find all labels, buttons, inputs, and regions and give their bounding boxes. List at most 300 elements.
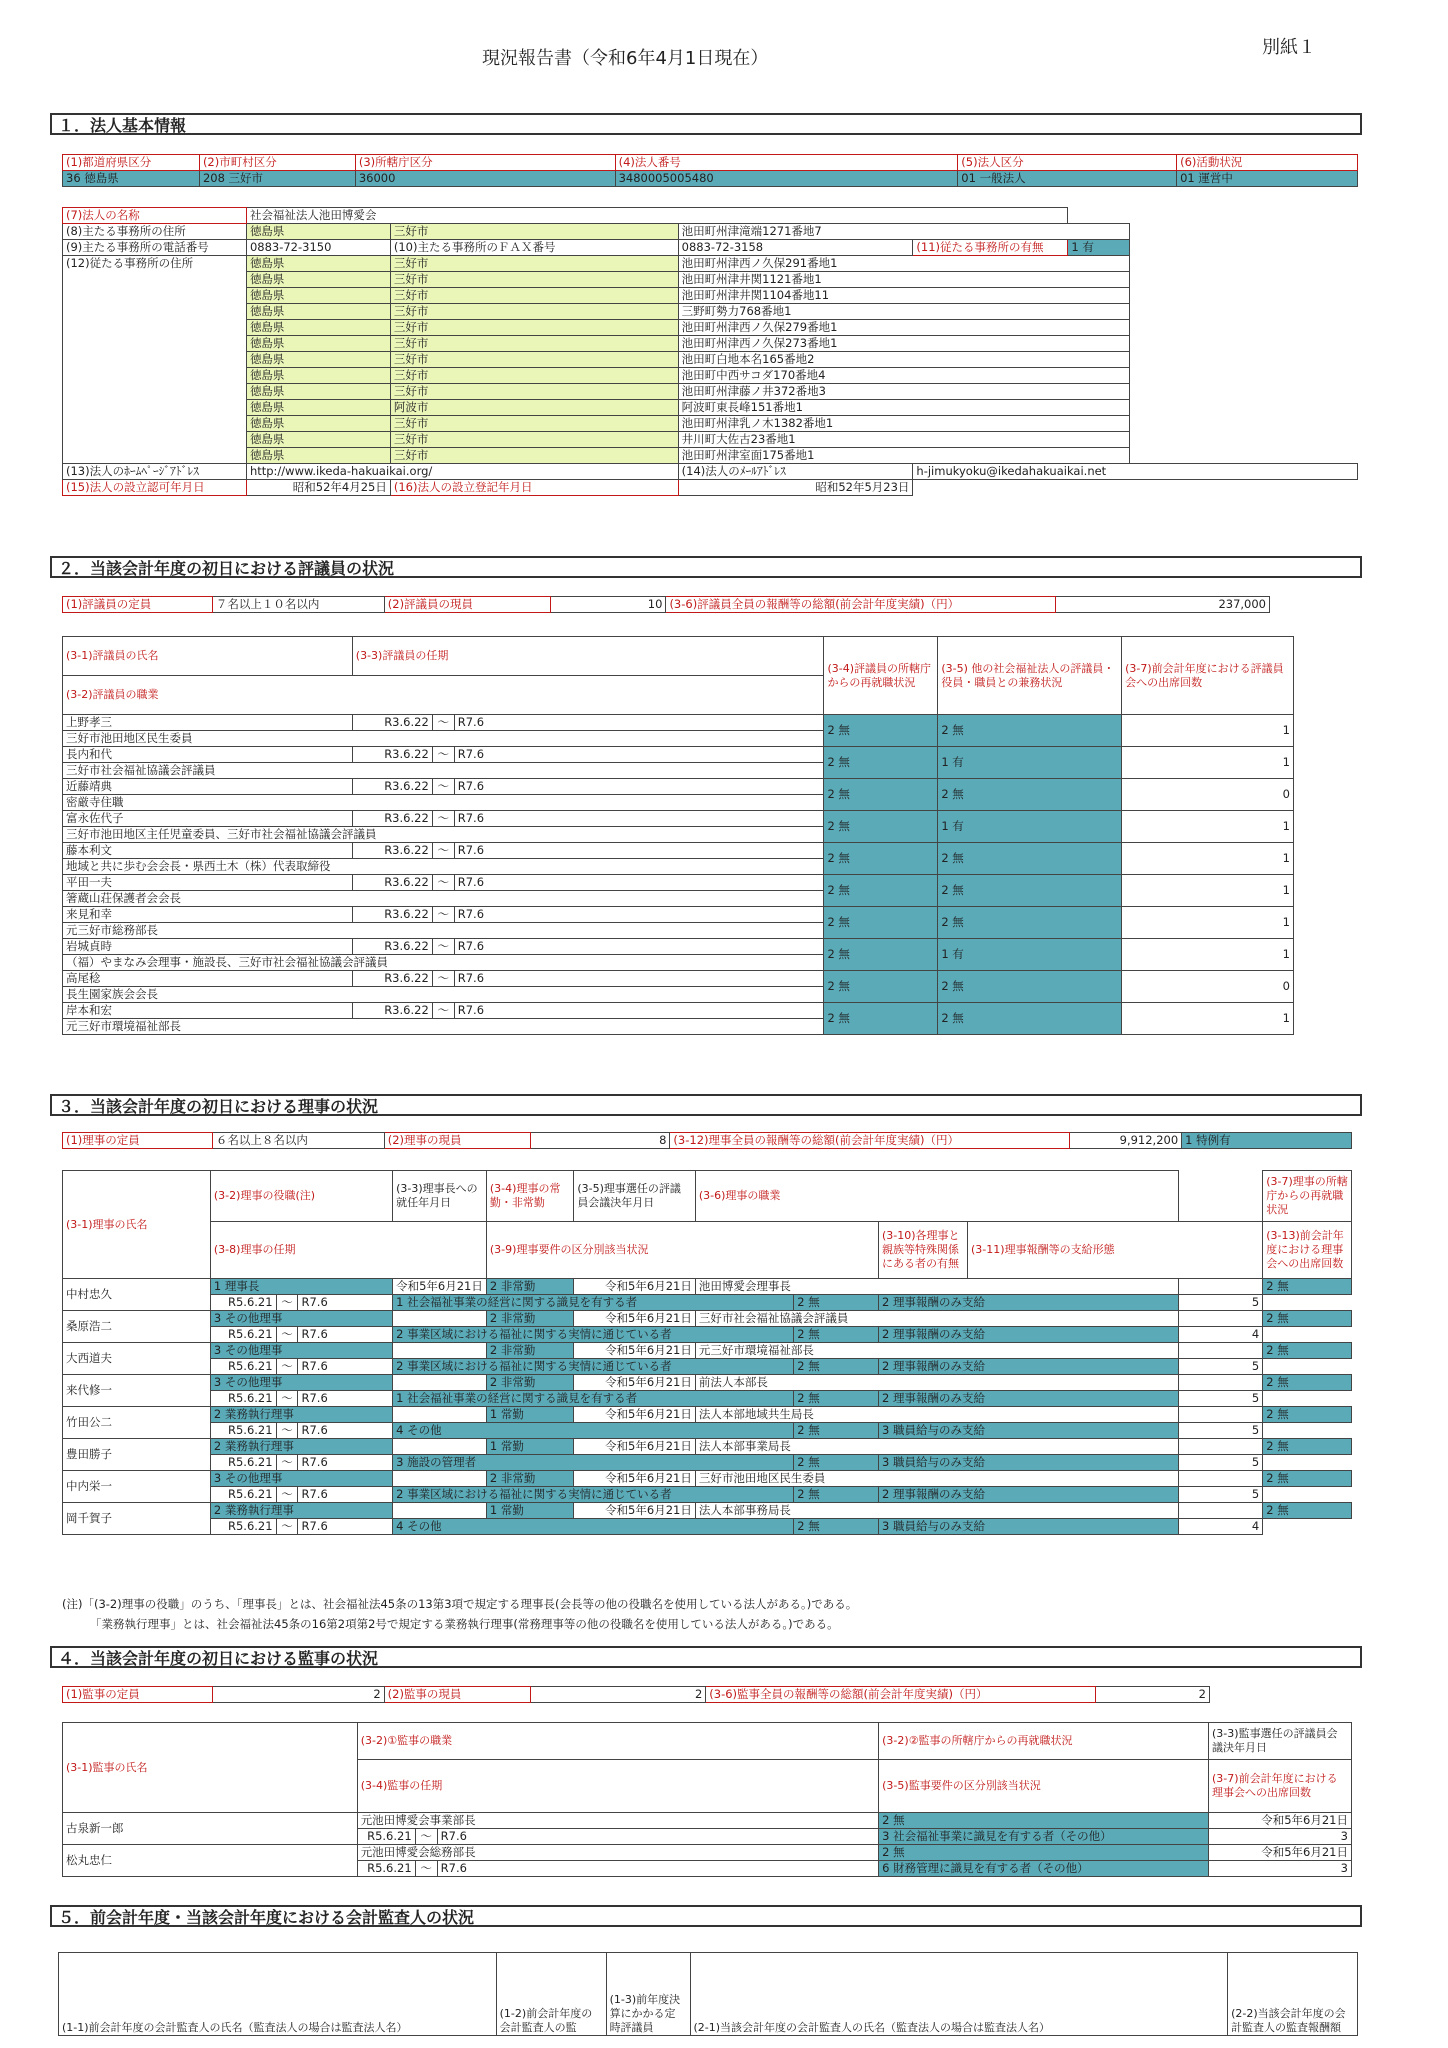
sub-address-row xyxy=(63,448,1358,464)
director-payform: 3 職員給与のみ支給 xyxy=(879,1455,1179,1471)
councilor-attendance: 1 xyxy=(1122,1003,1294,1035)
director-chair-date xyxy=(393,1407,487,1423)
sub-address-pref: 徳島県 xyxy=(246,416,390,432)
director-name: 豊田勝子 xyxy=(63,1439,211,1471)
director-attendance: 5 xyxy=(1178,1391,1262,1407)
sub-address-label: (12)従たる事務所の住所 xyxy=(63,256,247,464)
director-job: 池田博愛会理事長 xyxy=(695,1279,1178,1295)
sub-address-row xyxy=(63,336,1358,352)
councilor-term-to: R7.6 xyxy=(454,811,824,827)
director-relation: 2 無 xyxy=(794,1519,879,1535)
reg-date-value: 昭和52年5月23日 xyxy=(678,480,913,496)
aa-prev-fee-header: (1-2)前会計年度の会計監査人の監 xyxy=(496,1953,606,2036)
director-table xyxy=(62,1170,1352,1535)
fax-value: 0883-72-3158 xyxy=(678,240,913,256)
councilor-attendance: 1 xyxy=(1122,715,1294,747)
auditor-reemp-header: (3-2)②監事の所轄庁からの再就職状況 xyxy=(879,1723,1209,1760)
director-detail-row xyxy=(63,1519,1352,1535)
councilor-reemp: 2 無 xyxy=(824,811,938,843)
councilor-job: 元三好市総務部長 xyxy=(63,923,824,939)
director-term-to: R7.6 xyxy=(298,1295,393,1311)
homepage-label: (13)法人のﾎｰﾑﾍﾟｰｼﾞｱﾄﾞﾚｽ xyxy=(63,464,247,480)
director-detail-row xyxy=(63,1295,1352,1311)
director-elect-date: 令和5年6月21日 xyxy=(574,1343,696,1359)
sub-address-rest: 池田町白地本名165番地2 xyxy=(678,352,1130,368)
basic-code-value: 01 運営中 xyxy=(1177,171,1358,187)
section-4-title: ４．当該会計年度の初日における監事の状況 xyxy=(50,1646,1362,1668)
director-attendance: 5 xyxy=(1178,1359,1262,1375)
director-fulltime: 2 非常勤 xyxy=(486,1343,573,1359)
councilor-reemp-header: (3-4)評議員の所轄庁からの再就職状況 xyxy=(824,637,938,715)
sub-address-city: 三好市 xyxy=(390,384,678,400)
director-detail-row xyxy=(63,1391,1352,1407)
auditor-attendance-header: (3-7)前会計年度における理事会への出席回数 xyxy=(1209,1760,1352,1813)
director-reemp: 2 無 xyxy=(1263,1503,1352,1519)
auditor-elect-date: 令和5年6月21日 xyxy=(1209,1845,1352,1861)
auditor-term-sep: ～ xyxy=(415,1861,437,1877)
sub-address-city: 三好市 xyxy=(390,416,678,432)
councilor-row xyxy=(63,1003,1294,1019)
director-chair-date xyxy=(393,1311,487,1327)
councilor-row xyxy=(63,715,1294,731)
auditor-pay-value: 2 xyxy=(1096,1687,1210,1703)
director-pay-label: (3-12)理事全員の報酬等の総額(前会計年度実績)（円） xyxy=(670,1133,1070,1149)
auditor-name: 古泉新一郎 xyxy=(63,1813,358,1845)
director-role: 3 その他理事 xyxy=(210,1311,392,1327)
councilor-term-to: R7.6 xyxy=(454,907,824,923)
auditor-requirement: 3 社会福祉事業に識見を有する者（その他） xyxy=(879,1829,1209,1845)
director-term-header: (3-8)理事の任期 xyxy=(210,1222,486,1279)
auditor-reemp: 2 無 xyxy=(879,1813,1209,1829)
councilor-job-header: (3-2)評議員の職業 xyxy=(63,676,824,715)
tel-label: (9)主たる事務所の電話番号 xyxy=(63,240,247,256)
councilor-name: 高尾稔 xyxy=(63,971,353,987)
councilor-pay-label: (3-6)評議員全員の報酬等の総額(前会計年度実績)（円） xyxy=(666,597,1056,613)
basic-code-label: (4)法人番号 xyxy=(615,155,958,171)
director-fulltime: 1 常勤 xyxy=(486,1407,573,1423)
councilor-other: 1 有 xyxy=(938,811,1122,843)
director-term-from: R5.6.21 xyxy=(210,1423,276,1439)
sub-address-city: 三好市 xyxy=(390,448,678,464)
director-now-label: (2)理事の現員 xyxy=(384,1133,530,1149)
basic-code-label: (6)活動状況 xyxy=(1177,155,1358,171)
sub-address-city: 三好市 xyxy=(390,432,678,448)
auditor-elect-date: 令和5年6月21日 xyxy=(1209,1813,1352,1829)
councilor-term-to: R7.6 xyxy=(454,747,824,763)
spacer xyxy=(1178,1407,1262,1423)
councilor-other: 2 無 xyxy=(938,907,1122,939)
councilor-other: 2 無 xyxy=(938,875,1122,907)
councilor-attendance: 1 xyxy=(1122,843,1294,875)
auditor-pay-label: (3-6)監事全員の報酬等の総額(前会計年度実績)（円） xyxy=(706,1687,1096,1703)
sub-address-row xyxy=(63,352,1358,368)
auditor-term-to: R7.6 xyxy=(437,1861,878,1877)
auditor-table xyxy=(62,1722,1352,1877)
director-attendance: 4 xyxy=(1178,1327,1262,1343)
director-name: 竹田公二 xyxy=(63,1407,211,1439)
director-requirement: 2 事業区域における福祉に関する実情に通じている者 xyxy=(393,1487,794,1503)
basic-code-label: (5)法人区分 xyxy=(958,155,1177,171)
main-address-pref: 徳島県 xyxy=(246,224,390,240)
sub-address-city: 三好市 xyxy=(390,272,678,288)
director-name: 中村忠久 xyxy=(63,1279,211,1311)
director-row xyxy=(63,1375,1352,1391)
auditor-cap-label: (1)監事の定員 xyxy=(63,1687,213,1703)
director-reemp: 2 無 xyxy=(1263,1375,1352,1391)
councilor-term-from: R3.6.22 xyxy=(352,875,432,891)
sub-address-row xyxy=(63,400,1358,416)
basic-code-value: 36000 xyxy=(355,171,615,187)
director-requirement: 4 その他 xyxy=(393,1519,794,1535)
homepage-value: http://www.ikeda-hakuaikai.org/ xyxy=(246,464,678,480)
director-name: 来代修一 xyxy=(63,1375,211,1407)
spacer xyxy=(1130,256,1358,272)
director-req-header: (3-9)理事要件の区分別該当状況 xyxy=(486,1222,878,1279)
councilor-attendance: 1 xyxy=(1122,747,1294,779)
director-pay-flag: 1 特例有 xyxy=(1182,1133,1352,1149)
director-chair-date xyxy=(393,1503,487,1519)
director-attendance: 5 xyxy=(1178,1455,1262,1471)
councilor-other: 2 無 xyxy=(938,843,1122,875)
councilor-name: 平田一夫 xyxy=(63,875,353,891)
councilor-reemp: 2 無 xyxy=(824,907,938,939)
director-row xyxy=(63,1471,1352,1487)
basic-code-value: 36 徳島県 xyxy=(63,171,200,187)
spacer xyxy=(1130,336,1358,352)
councilor-term-to: R7.6 xyxy=(454,971,824,987)
director-term-sep: ～ xyxy=(276,1455,298,1471)
auth-date-value: 昭和52年4月25日 xyxy=(246,480,390,496)
director-reemp-header: (3-7)理事の所轄庁からの再就職状況 xyxy=(1263,1171,1352,1222)
sub-address-pref: 徳島県 xyxy=(246,304,390,320)
councilor-term-to: R7.6 xyxy=(454,715,824,731)
director-payform: 2 理事報酬のみ支給 xyxy=(879,1359,1179,1375)
director-name: 中内栄一 xyxy=(63,1471,211,1503)
councilor-now-value: 10 xyxy=(550,597,666,613)
spacer xyxy=(1178,1503,1262,1519)
director-attendance: 5 xyxy=(1178,1295,1262,1311)
councilor-term-to: R7.6 xyxy=(454,1003,824,1019)
councilor-row xyxy=(63,907,1294,923)
sub-address-city: 三好市 xyxy=(390,304,678,320)
aa-curr-fee-header: (2-2)当該会計年度の会計監査人の監査報酬額 xyxy=(1228,1953,1358,2036)
director-elect-date: 令和5年6月21日 xyxy=(574,1311,696,1327)
sub-address-rest: 池田町州津西ノ久保273番地1 xyxy=(678,336,1130,352)
director-elect-date: 令和5年6月21日 xyxy=(574,1375,696,1391)
councilor-job: （福）やまなみ会理事・施設長、三好市社会福祉協議会評議員 xyxy=(63,955,824,971)
spacer xyxy=(1178,1279,1262,1295)
basic-code-value: 3480005005480 xyxy=(615,171,958,187)
director-term-to: R7.6 xyxy=(298,1455,393,1471)
director-requirement: 2 事業区域における福祉に関する実情に通じている者 xyxy=(393,1327,794,1343)
sub-address-rest: 井川町大佐古23番地1 xyxy=(678,432,1130,448)
auditor-elect-header: (3-3)監事選任の評議員会議決年月日 xyxy=(1209,1723,1352,1760)
auditor-job-header: (3-2)①監事の職業 xyxy=(357,1723,878,1760)
email-value: h-jimukyoku@ikedahakuaikai.net xyxy=(913,464,1358,480)
spacer xyxy=(1178,1311,1262,1327)
email-label: (14)法人のﾒｰﾙｱﾄﾞﾚｽ xyxy=(678,464,913,480)
sub-address-rest: 池田町州津室面175番地1 xyxy=(678,448,1130,464)
sub-office-label: (11)従たる事務所の有無 xyxy=(913,240,1068,256)
director-relation: 2 無 xyxy=(794,1391,879,1407)
director-job: 前法人本部長 xyxy=(695,1375,1178,1391)
sub-address-city: 三好市 xyxy=(390,352,678,368)
auditor-reemp: 2 無 xyxy=(879,1845,1209,1861)
auditor-row xyxy=(63,1813,1352,1829)
director-full-header: (3-4)理事の常勤・非常勤 xyxy=(486,1171,573,1222)
fax-label: (10)主たる事務所のＦＡＸ番号 xyxy=(390,240,678,256)
councilor-row xyxy=(63,971,1294,987)
section-1-title: １．法人基本情報 xyxy=(50,113,1362,135)
director-term-sep: ～ xyxy=(276,1519,298,1535)
auth-date-label: (15)法人の設立認可年月日 xyxy=(63,480,247,496)
director-requirement: 1 社会福祉事業の経営に関する識見を有する者 xyxy=(393,1295,794,1311)
councilor-attendance: 1 xyxy=(1122,907,1294,939)
councilor-attendance-header: (3-7)前会計年度における評議員会への出席回数 xyxy=(1122,637,1294,715)
spacer xyxy=(1130,448,1358,464)
director-job: 法人本部地域共生局長 xyxy=(695,1407,1178,1423)
sub-address-row xyxy=(63,288,1358,304)
councilor-reemp: 2 無 xyxy=(824,971,938,1003)
councilor-row xyxy=(63,811,1294,827)
sub-address-pref: 徳島県 xyxy=(246,432,390,448)
sub-address-rest: 池田町州津井関1104番地11 xyxy=(678,288,1130,304)
sub-address-row xyxy=(63,368,1358,384)
director-reemp: 2 無 xyxy=(1263,1471,1352,1487)
councilor-name: 岸本和宏 xyxy=(63,1003,353,1019)
councilor-term-sep: ～ xyxy=(432,875,454,891)
councilor-row xyxy=(63,747,1294,763)
director-term-from: R5.6.21 xyxy=(210,1487,276,1503)
director-payform-header: (3-11)理事報酬等の支給形態 xyxy=(968,1222,1263,1279)
councilor-other: 2 無 xyxy=(938,715,1122,747)
director-job: 法人本部事務局長 xyxy=(695,1503,1178,1519)
director-term-to: R7.6 xyxy=(298,1487,393,1503)
spacer xyxy=(1130,400,1358,416)
director-fulltime: 1 常勤 xyxy=(486,1503,573,1519)
director-relation: 2 無 xyxy=(794,1359,879,1375)
spacer xyxy=(1130,352,1358,368)
sub-address-row xyxy=(63,432,1358,448)
councilor-job: 密厳寺住職 xyxy=(63,795,824,811)
director-payform: 2 理事報酬のみ支給 xyxy=(879,1391,1179,1407)
basic-info-table xyxy=(62,207,1358,496)
director-term-from: R5.6.21 xyxy=(210,1519,276,1535)
director-role: 2 業務執行理事 xyxy=(210,1503,392,1519)
director-elect-date: 令和5年6月21日 xyxy=(574,1407,696,1423)
director-job-header: (3-6)理事の職業 xyxy=(695,1171,1178,1222)
aa-prev-council-header: (1-3)前年度決算にかかる定時評議員 xyxy=(606,1953,690,2036)
councilor-other-header: (3-5) 他の社会福祉法人の評議員・役員・職員との兼務状況 xyxy=(938,637,1122,715)
basic-code-label: (3)所轄庁区分 xyxy=(355,155,615,171)
main-address-rest: 池田町州津滝端1271番地7 xyxy=(678,224,1130,240)
section-5-title: ５．前会計年度・当該会計年度における会計監査人の状況 xyxy=(50,1905,1362,1927)
director-detail-row xyxy=(63,1359,1352,1375)
director-term-from: R5.6.21 xyxy=(210,1455,276,1471)
director-relation: 2 無 xyxy=(794,1487,879,1503)
director-term-from: R5.6.21 xyxy=(210,1295,276,1311)
director-fulltime: 2 非常勤 xyxy=(486,1311,573,1327)
sub-address-row xyxy=(63,416,1358,432)
director-note-2: 「業務執行理事」とは、社会福祉法45条の16第2項第2号で規定する業務執行理事(常務理事等の他の役職名を使用している法人がある。)である。 xyxy=(90,1617,839,1631)
sub-address-row xyxy=(63,304,1358,320)
sub-address-city: 三好市 xyxy=(390,256,678,272)
auditor-term-sep: ～ xyxy=(415,1829,437,1845)
councilor-term-sep: ～ xyxy=(432,779,454,795)
director-term-sep: ～ xyxy=(276,1423,298,1439)
director-detail-row xyxy=(63,1487,1352,1503)
councilor-term-sep: ～ xyxy=(432,843,454,859)
councilor-summary xyxy=(62,596,1270,613)
director-row xyxy=(63,1343,1352,1359)
director-term-from: R5.6.21 xyxy=(210,1391,276,1407)
director-attendance: 4 xyxy=(1178,1519,1262,1535)
auditor-term-from: R5.6.21 xyxy=(357,1861,415,1877)
sub-address-rest: 池田町州津西ノ久保291番地1 xyxy=(678,256,1130,272)
councilor-term-sep: ～ xyxy=(432,811,454,827)
councilor-reemp: 2 無 xyxy=(824,747,938,779)
councilor-other: 2 無 xyxy=(938,1003,1122,1035)
director-attendance-header: (3-13)前会計年度における理事会への出席回数 xyxy=(1263,1222,1352,1279)
director-cap-value: ６名以上８名以内 xyxy=(212,1133,384,1149)
sub-address-row xyxy=(63,384,1358,400)
councilor-job: 三好市池田地区民生委員 xyxy=(63,731,824,747)
councilor-job: 元三好市環境福祉部長 xyxy=(63,1019,824,1035)
councilor-term-to: R7.6 xyxy=(454,843,824,859)
councilor-pay-value: 237,000 xyxy=(1056,597,1270,613)
councilor-attendance: 1 xyxy=(1122,875,1294,907)
sub-address-city: 三好市 xyxy=(390,368,678,384)
director-elect-header: (3-5)理事選任の評議員会議決年月日 xyxy=(574,1171,696,1222)
councilor-term-sep: ～ xyxy=(432,971,454,987)
councilor-now-label: (2)評議員の現員 xyxy=(384,597,550,613)
director-row xyxy=(63,1503,1352,1519)
director-role: 3 その他理事 xyxy=(210,1375,392,1391)
councilor-name: 岩城貞時 xyxy=(63,939,353,955)
main-address-city: 三好市 xyxy=(390,224,678,240)
councilor-row xyxy=(63,779,1294,795)
sub-address-rest: 阿波町東長峰151番地1 xyxy=(678,400,1130,416)
sub-address-pref: 徳島県 xyxy=(246,336,390,352)
councilor-row xyxy=(63,939,1294,955)
spacer xyxy=(1130,432,1358,448)
councilor-attendance: 0 xyxy=(1122,971,1294,1003)
director-role: 1 理事長 xyxy=(210,1279,392,1295)
councilor-reemp: 2 無 xyxy=(824,779,938,811)
aa-prev-name-header: (1-1)前会計年度の会計監査人の氏名（監査法人の場合は監査法人名） xyxy=(59,1953,497,2036)
auditor-term-header: (3-4)監事の任期 xyxy=(357,1760,878,1813)
councilor-name: 近藤靖典 xyxy=(63,779,353,795)
councilor-other: 2 無 xyxy=(938,971,1122,1003)
director-term-sep: ～ xyxy=(276,1487,298,1503)
councilor-reemp: 2 無 xyxy=(824,875,938,907)
annex-label: 別紙１ xyxy=(1262,37,1316,58)
auditor-cap-value: 2 xyxy=(212,1687,384,1703)
spacer xyxy=(1130,416,1358,432)
director-elect-date: 令和5年6月21日 xyxy=(574,1439,696,1455)
director-term-sep: ～ xyxy=(276,1359,298,1375)
sub-address-city: 三好市 xyxy=(390,336,678,352)
director-term-from: R5.6.21 xyxy=(210,1359,276,1375)
sub-address-city: 三好市 xyxy=(390,320,678,336)
sub-address-pref: 徳島県 xyxy=(246,352,390,368)
director-chair-date xyxy=(393,1439,487,1455)
tel-value: 0883-72-3150 xyxy=(246,240,390,256)
auditor-job: 元池田博愛会総務部長 xyxy=(357,1845,878,1861)
director-term-sep: ～ xyxy=(276,1295,298,1311)
councilor-term-from: R3.6.22 xyxy=(352,843,432,859)
spacer xyxy=(1130,368,1358,384)
director-attendance: 5 xyxy=(1178,1487,1262,1503)
director-job: 三好市社会福祉協議会評議員 xyxy=(695,1311,1178,1327)
councilor-term-from: R3.6.22 xyxy=(352,1003,432,1019)
auditor-term-from: R5.6.21 xyxy=(357,1829,415,1845)
auditor-term-to: R7.6 xyxy=(437,1829,878,1845)
director-name: 桑原浩二 xyxy=(63,1311,211,1343)
spacer xyxy=(1130,320,1358,336)
sub-address-rest: 池田町州津乳ノ木1382番地1 xyxy=(678,416,1130,432)
councilor-term-to: R7.6 xyxy=(454,875,824,891)
director-role: 2 業務執行理事 xyxy=(210,1407,392,1423)
director-now-value: 8 xyxy=(530,1133,670,1149)
councilor-term-from: R3.6.22 xyxy=(352,907,432,923)
director-reemp: 2 無 xyxy=(1263,1279,1352,1295)
aa-curr-name-header: (2-1)当該会計年度の会計監査人の氏名（監査法人の場合は監査法人名） xyxy=(690,1953,1228,2036)
councilor-row xyxy=(63,843,1294,859)
councilor-reemp: 2 無 xyxy=(824,1003,938,1035)
director-row xyxy=(63,1279,1352,1295)
director-chair-date xyxy=(393,1343,487,1359)
director-term-to: R7.6 xyxy=(298,1327,393,1343)
director-term-sep: ～ xyxy=(276,1327,298,1343)
councilor-job: 三好市社会福祉協議会評議員 xyxy=(63,763,824,779)
sub-address-pref: 徳島県 xyxy=(246,448,390,464)
director-reemp: 2 無 xyxy=(1263,1407,1352,1423)
councilor-term-from: R3.6.22 xyxy=(352,779,432,795)
auditor-summary xyxy=(62,1686,1210,1703)
auditor-row xyxy=(63,1845,1352,1861)
councilor-name: 藤本利文 xyxy=(63,843,353,859)
councilor-term-from: R3.6.22 xyxy=(352,715,432,731)
director-row xyxy=(63,1311,1352,1327)
director-term-to: R7.6 xyxy=(298,1519,393,1535)
councilor-term-sep: ～ xyxy=(432,907,454,923)
director-payform: 3 職員給与のみ支給 xyxy=(879,1423,1179,1439)
sub-address-rest: 池田町州津西ノ久保279番地1 xyxy=(678,320,1130,336)
auditor-job: 元池田博愛会事業部長 xyxy=(357,1813,878,1829)
spacer xyxy=(1178,1471,1262,1487)
councilor-term-sep: ～ xyxy=(432,715,454,731)
auditor-attendance: 3 xyxy=(1209,1829,1352,1845)
councilor-reemp: 2 無 xyxy=(824,843,938,875)
director-fulltime: 2 非常勤 xyxy=(486,1279,573,1295)
director-detail-row xyxy=(63,1423,1352,1439)
auditor-attendance: 3 xyxy=(1209,1861,1352,1877)
director-elect-date: 令和5年6月21日 xyxy=(574,1279,696,1295)
corp-name-label: (7)法人の名称 xyxy=(63,208,247,224)
councilor-term-from: R3.6.22 xyxy=(352,971,432,987)
corp-name-value: 社会福祉法人池田博愛会 xyxy=(246,208,1067,224)
director-elect-date: 令和5年6月21日 xyxy=(574,1503,696,1519)
spacer xyxy=(1178,1439,1262,1455)
councilor-job: 長生園家族会会長 xyxy=(63,987,824,1003)
councilor-job: 箸蔵山荘保護者会会長 xyxy=(63,891,824,907)
director-relation: 2 無 xyxy=(794,1295,879,1311)
auditor-requirement: 6 財務管理に識見を有する者（その他） xyxy=(879,1861,1209,1877)
director-requirement: 4 その他 xyxy=(393,1423,794,1439)
director-row xyxy=(63,1439,1352,1455)
director-relation: 2 無 xyxy=(794,1327,879,1343)
